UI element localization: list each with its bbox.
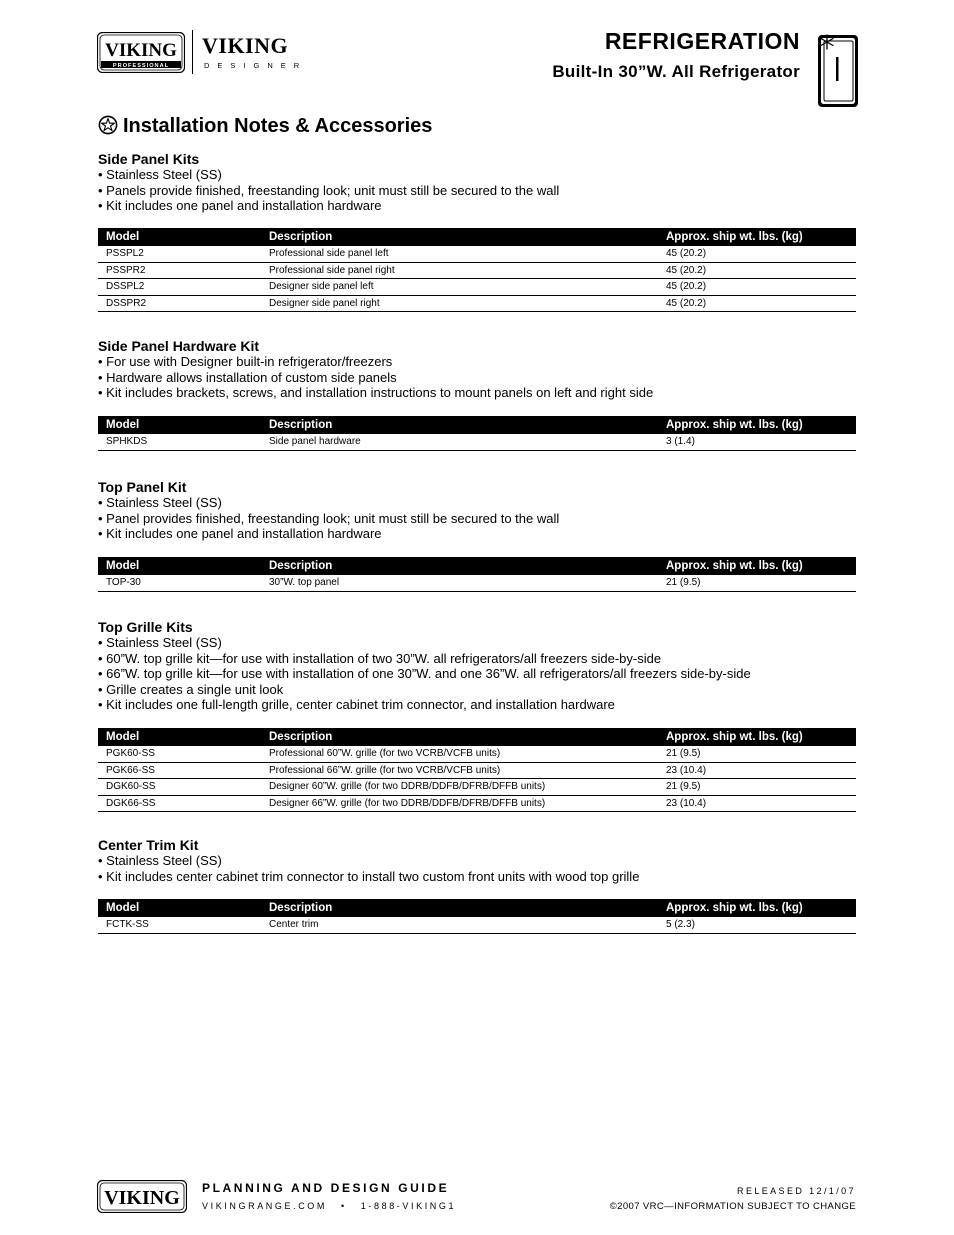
column-header-model: Model [98,557,261,575]
bullet-list [98,495,856,542]
section-title: Top Grille Kits [98,619,193,635]
section-top-grille-kits [98,619,856,809]
cell-model: FCTK-SS [98,917,261,933]
cell-model: SPHKDS [98,434,261,450]
cell-weight: 23 (10.4) [658,762,856,779]
cell-weight: 5 (2.3) [658,917,856,933]
contact-info [202,1201,456,1211]
column-header-weight: Approx. ship wt. lbs. (kg) [658,228,856,246]
cell-weight: 21 (9.5) [658,575,856,591]
list-item: • Panels provide finished, freestanding look; unit must still be secured to the wall [98,183,856,199]
section-side-panel-kits [98,151,856,309]
table-row [98,795,856,812]
designer-label: DESIGNER [204,61,308,70]
list-item: • Stainless Steel (SS) [98,853,856,869]
list-item: • Kit includes one full-length grille, center cabinet trim connector, and installation hardware [98,697,856,713]
bullet-list [98,354,856,401]
list-item: • Stainless Steel (SS) [98,635,856,651]
accessory-table [98,899,856,934]
table-row [98,262,856,279]
cell-description: Center trim [261,917,658,933]
column-header-model: Model [98,416,261,434]
section-side-panel-hardware-kit [98,338,856,448]
cell-weight: 45 (20.2) [658,246,856,262]
accessory-table [98,728,856,812]
column-header-model: Model [98,899,261,917]
column-header-description: Description [261,557,658,575]
viking-designer-wordmark: VIKING [202,33,289,58]
cell-weight: 45 (20.2) [658,279,856,296]
column-header-description: Description [261,228,658,246]
column-header-weight: Approx. ship wt. lbs. (kg) [658,899,856,917]
cell-description: Professional side panel left [261,246,658,262]
accessory-table [98,228,856,312]
column-header-description: Description [261,416,658,434]
cell-description: Side panel hardware [261,434,658,450]
table-row [98,762,856,779]
table-row [98,434,856,450]
table-row [98,779,856,796]
bullet-list [98,853,856,884]
viking-designer-logo [202,34,307,70]
column-header-model: Model [98,728,261,746]
cell-model: DSSPR2 [98,295,261,312]
section-title: Top Panel Kit [98,479,187,495]
list-item: • Hardware allows installation of custom side panels [98,370,856,386]
section-title: Side Panel Hardware Kit [98,338,260,354]
table-header-row [98,416,856,434]
column-header-weight: Approx. ship wt. lbs. (kg) [658,728,856,746]
viking-wordmark: VIKING [105,40,177,61]
cell-weight: 21 (9.5) [658,746,856,762]
planning-guide-label: PLANNING AND DESIGN GUIDE [202,1181,450,1195]
cell-description: Designer side panel right [261,295,658,312]
release-date: RELEASED 12/1/07 [737,1186,856,1196]
cell-weight: 45 (20.2) [658,262,856,279]
accessory-table [98,416,856,451]
table-row [98,279,856,296]
section-title: Center Trim Kit [98,837,199,853]
cell-weight: 23 (10.4) [658,795,856,812]
cell-description: Designer side panel left [261,279,658,296]
cell-description: Designer 60”W. grille (for two DDRB/DDFB/DFRB/DFFB units) [261,779,658,796]
table-row [98,295,856,312]
professional-label: PROFESSIONAL [112,62,170,69]
viking-wordmark: VIKING [104,1187,180,1209]
header-subtitle: Built-In 30”W. All Refrigerator [552,62,800,81]
table-header-row [98,899,856,917]
cell-description: 30”W. top panel [261,575,658,591]
cell-model: DGK66-SS [98,795,261,812]
bullet-list [98,635,856,713]
cell-weight: 3 (1.4) [658,434,856,450]
cell-description: Designer 66”W. grille (for two DDRB/DDFB/DFRB/DFFB units) [261,795,658,812]
table-header-row [98,557,856,575]
refrigerator-icon [816,33,860,109]
cell-description: Professional side panel right [261,262,658,279]
star-icon [98,115,118,135]
table-row [98,246,856,262]
cell-model: DSSPL2 [98,279,261,296]
column-header-description: Description [261,899,658,917]
table-header-row [98,728,856,746]
table-row [98,575,856,591]
table-row [98,746,856,762]
copyright-notice: ©2007 VRC—INFORMATION SUBJECT TO CHANGE [609,1201,856,1212]
list-item: • Grille creates a single unit look [98,682,856,698]
cell-model: PSSPL2 [98,246,261,262]
table-header-row [98,228,856,246]
list-item: • Kit includes one panel and installation hardware [98,526,856,542]
cell-model: DGK60-SS [98,779,261,796]
cell-model: PSSPR2 [98,262,261,279]
list-item: • 66”W. top grille kit—for use with installation of one 30”W. and one 36”W. all refrigerators/all freezers side-by-side [98,666,856,682]
separator: • [341,1201,347,1211]
cell-model: TOP-30 [98,575,261,591]
list-item: • For use with Designer built-in refrigerator/freezers [98,354,856,370]
section-top-panel-kit [98,479,856,589]
table-row [98,917,856,933]
cell-model: PGK60-SS [98,746,261,762]
list-item: • Kit includes brackets, screws, and installation instructions to mount panels on left and right side [98,385,856,401]
cell-weight: 21 (9.5) [658,779,856,796]
logo-divider [192,30,193,74]
column-header-description: Description [261,728,658,746]
website-link[interactable]: VIKINGRANGE.COM [202,1201,328,1211]
phone-number: 1-888-VIKING1 [360,1201,457,1211]
viking-footer-logo [97,1180,187,1213]
viking-professional-logo [97,32,185,73]
cell-description: Professional 60”W. grille (for two VCRB/VCFB units) [261,746,658,762]
list-item: • Kit includes one panel and installation hardware [98,198,856,214]
column-header-model: Model [98,228,261,246]
cell-model: PGK66-SS [98,762,261,779]
cell-description: Professional 66”W. grille (for two VCRB/VCFB units) [261,762,658,779]
list-item: • Stainless Steel (SS) [98,495,856,511]
list-item: • Panel provides finished, freestanding look; unit must still be secured to the wall [98,511,856,527]
accessory-table [98,557,856,592]
section-center-trim-kit [98,837,856,931]
column-header-weight: Approx. ship wt. lbs. (kg) [658,557,856,575]
cell-weight: 45 (20.2) [658,295,856,312]
header-title: REFRIGERATION [604,28,800,54]
list-item: • Kit includes center cabinet trim connector to install two custom front units with wood top grille [98,869,856,885]
list-item: • 60”W. top grille kit—for use with installation of two 30”W. all refrigerators/all freezers side-by-side [98,651,856,667]
page-title-text: Installation Notes & Accessories [123,115,433,137]
bullet-list [98,167,856,214]
column-header-weight: Approx. ship wt. lbs. (kg) [658,416,856,434]
section-title: Side Panel Kits [98,151,200,167]
page-title [98,115,432,138]
list-item: • Stainless Steel (SS) [98,167,856,183]
